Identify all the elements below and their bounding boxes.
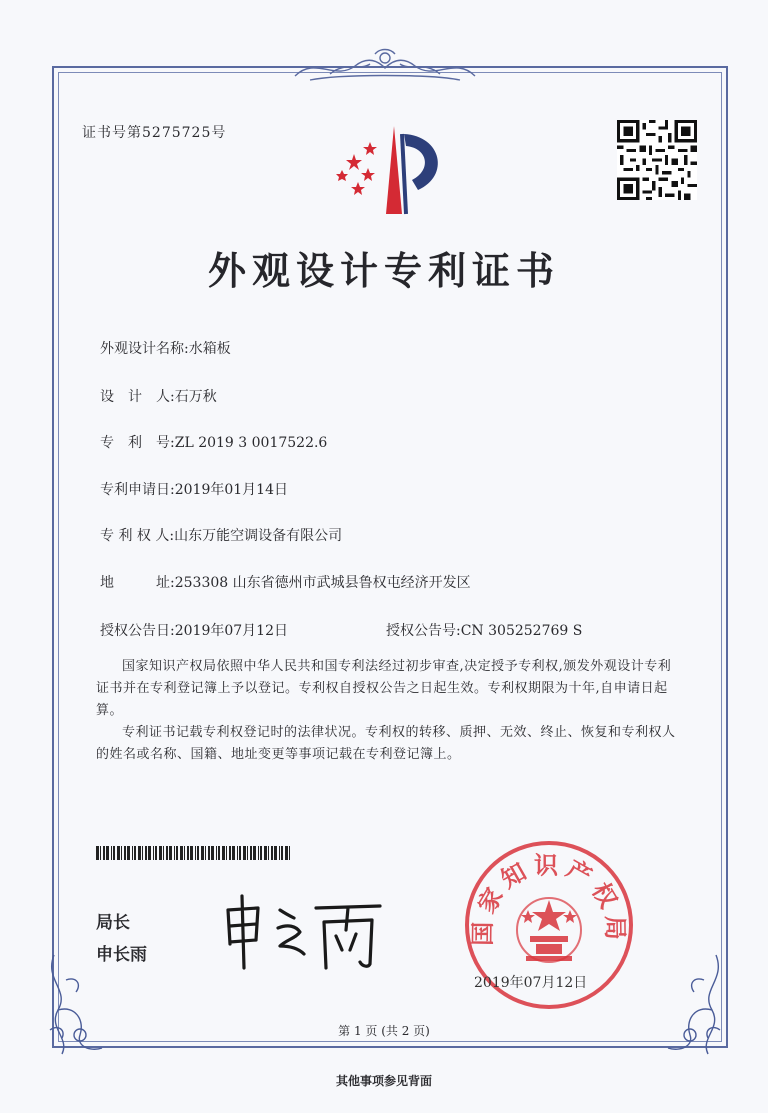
grant-number-row	[386, 620, 582, 640]
barcode-bar	[176, 846, 178, 860]
grant-date-label: 授权公告日:	[100, 623, 175, 639]
body-paragraph-2: 专利证书记载专利权登记时的法律状况。专利权的转移、质押、无效、终止、恢复和专利权人的姓名或名称、国籍、地址变更等事项记载在专利登记簿上。	[96, 725, 676, 762]
barcode-bar	[239, 846, 241, 860]
barcode-bar	[232, 846, 235, 860]
design-name-row	[100, 338, 231, 358]
application-date-value: 2019年01月14日	[174, 482, 288, 498]
address-row	[100, 572, 471, 592]
top-ornament	[290, 46, 480, 86]
barcode-bar	[132, 846, 133, 860]
barcode-bar	[237, 846, 238, 860]
barcode-bar	[226, 846, 227, 860]
application-date-row	[100, 479, 288, 499]
director-signature	[220, 888, 390, 974]
barcode-bar	[174, 846, 175, 860]
barcode-bar	[260, 846, 262, 860]
barcode-bar	[211, 846, 214, 860]
design-name-label: 外观设计名称:	[100, 341, 189, 357]
barcode-bar	[113, 846, 115, 860]
barcode-bar	[103, 846, 105, 860]
design-name-value: 水箱板	[188, 341, 231, 357]
body-paragraph-1: 国家知识产权局依照中华人民共和国专利法经过初步审查,决定授予专利权,颁发外观设计专利证书并在专利登记簿上予以登记。专利权自授权公告之日起生效。专利权期限为十年,自申请日起算。	[96, 659, 672, 718]
bottom-left-ornament	[40, 950, 110, 1060]
barcode-bar	[142, 846, 143, 860]
footer-note: 其他事项参见背面	[335, 1074, 432, 1088]
barcode-bar	[205, 846, 206, 860]
barcode-bar	[127, 846, 130, 860]
barcode-bar	[201, 846, 204, 860]
patent-number-row	[100, 432, 327, 452]
barcode-bar	[138, 846, 141, 860]
patent-number-value: ZL 2019 3 0017522.6	[174, 435, 328, 451]
barcode-bar	[258, 846, 259, 860]
grant-number-label: 授权公告号:	[386, 623, 461, 639]
qr-code	[617, 120, 697, 200]
seal-text: 国家知识产权局	[468, 851, 630, 946]
barcode-bar	[155, 846, 157, 860]
barcode-bar	[163, 846, 164, 860]
patentee-row	[100, 525, 342, 545]
barcode-bar	[134, 846, 136, 860]
barcode-bar	[285, 846, 288, 860]
barcode-bar	[274, 846, 277, 860]
barcode-bar	[180, 846, 183, 860]
barcode-bar	[197, 846, 199, 860]
barcode-bar	[106, 846, 109, 860]
barcode-bar	[208, 846, 210, 860]
grant-number-value: CN 305252769 S	[460, 623, 583, 639]
barcode-bar	[247, 846, 248, 860]
designer-row	[100, 386, 217, 406]
patent-number-label: 专 利 号:	[100, 435, 175, 451]
barcode-bar	[100, 846, 101, 860]
barcode-bar	[124, 846, 126, 860]
page-number: 第 1 页 (共 2 页)	[338, 1024, 430, 1038]
barcode-bar	[148, 846, 151, 860]
barcode-bar	[117, 846, 120, 860]
grant-date-value: 2019年07月12日	[174, 623, 288, 639]
director-title: 局长	[96, 913, 130, 933]
barcode-bar	[153, 846, 154, 860]
barcode-bar	[96, 846, 99, 860]
barcode-bar	[190, 846, 193, 860]
barcode-bar	[195, 846, 196, 860]
barcode-bar	[145, 846, 147, 860]
address-value: 253308 山东省德州市武城县鲁权屯经济开发区	[174, 575, 471, 591]
barcode	[96, 846, 292, 860]
seal-date: 2019年07月12日	[474, 975, 588, 991]
barcode-bar	[169, 846, 172, 860]
certificate-body	[96, 656, 684, 766]
grant-date-row	[100, 620, 288, 640]
barcode-bar	[243, 846, 246, 860]
bottom-right-ornament	[660, 950, 730, 1060]
barcode-bar	[222, 846, 225, 860]
barcode-bar	[289, 846, 290, 860]
director-name: 申长雨	[96, 945, 147, 965]
barcode-bar	[218, 846, 220, 860]
barcode-bar	[159, 846, 162, 860]
barcode-bar	[187, 846, 189, 860]
patentee-value: 山东万能空调设备有限公司	[174, 528, 343, 544]
barcode-bar	[111, 846, 112, 860]
barcode-bar	[268, 846, 269, 860]
barcode-bar	[121, 846, 122, 860]
application-date-label: 专利申请日:	[100, 482, 175, 498]
designer-value: 石万秋	[174, 389, 217, 405]
certificate-title: 外观设计专利证书	[207, 248, 560, 293]
barcode-bar	[271, 846, 273, 860]
barcode-bar	[264, 846, 267, 860]
barcode-bar	[184, 846, 185, 860]
patentee-label: 专 利 权 人:	[100, 528, 175, 544]
barcode-bar	[216, 846, 217, 860]
patent-office-emblem	[332, 120, 456, 218]
barcode-bar	[281, 846, 283, 860]
barcode-bar	[250, 846, 252, 860]
designer-label: 设 计 人:	[100, 389, 175, 405]
barcode-bar	[229, 846, 231, 860]
certificate-number: 证书号第5275725号	[82, 125, 227, 141]
barcode-bar	[279, 846, 280, 860]
barcode-bar	[253, 846, 256, 860]
address-label: 地 址:	[100, 575, 175, 591]
barcode-bar	[166, 846, 168, 860]
